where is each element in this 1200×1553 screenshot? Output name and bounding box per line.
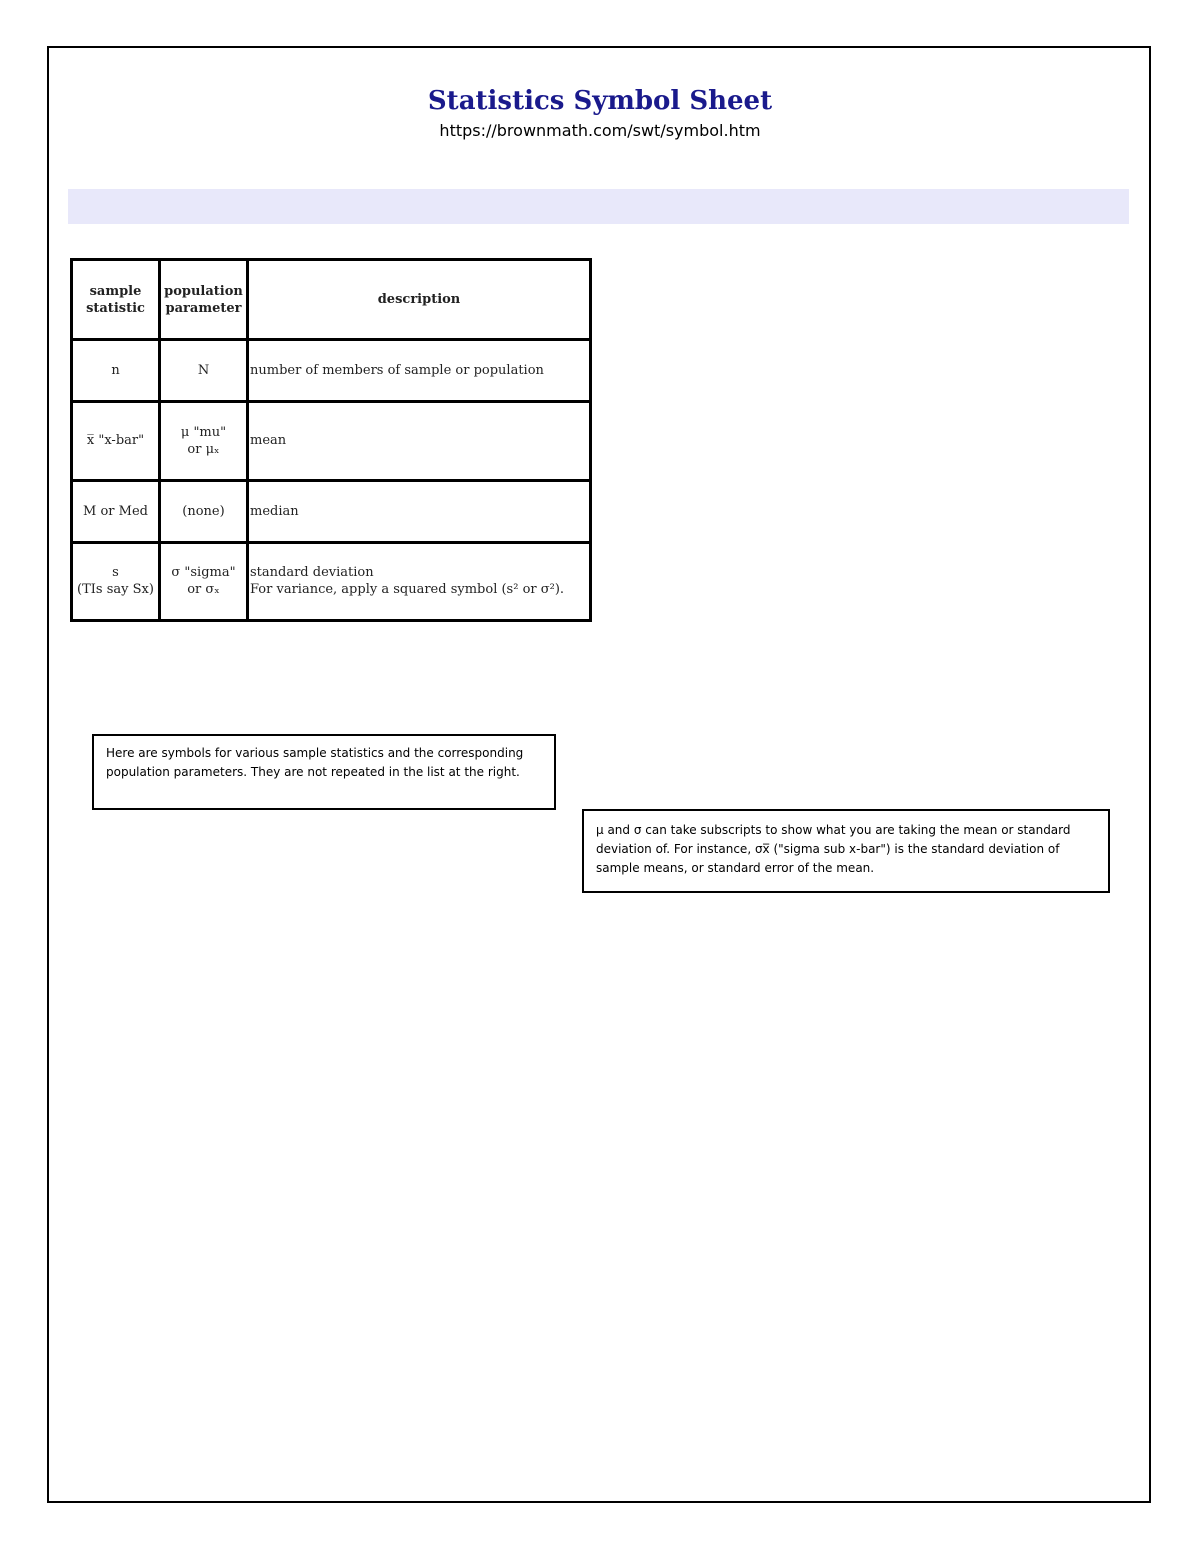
cell-line: number of members of sample or population bbox=[250, 363, 544, 379]
cell-line: σ "sigma" bbox=[171, 565, 236, 581]
header-description bbox=[248, 260, 591, 340]
sample-cell bbox=[72, 340, 160, 402]
cell-line: M or Med bbox=[83, 503, 148, 519]
cell-line: (TIs say Sx) bbox=[77, 582, 154, 598]
header-sample-statistic bbox=[72, 260, 160, 340]
description-cell bbox=[248, 340, 591, 402]
population-cell bbox=[160, 480, 248, 542]
note-sample-statistics: Here are symbols for various sample statistics and the corresponding population parameters. They are not repeated in the list at the right. bbox=[92, 734, 556, 810]
population-cell bbox=[160, 542, 248, 620]
document-title: Statistics Symbol Sheet bbox=[427, 86, 773, 116]
shaded-band bbox=[68, 189, 1129, 224]
cell-line: s bbox=[112, 565, 119, 581]
description-cell bbox=[248, 402, 591, 480]
cell-line: or μₓ bbox=[187, 441, 220, 457]
header-line: population bbox=[164, 283, 243, 299]
table-row bbox=[72, 542, 591, 620]
sample-cell bbox=[72, 480, 160, 542]
header-line: statistic bbox=[86, 300, 145, 316]
population-cell bbox=[160, 402, 248, 480]
cell-line: standard deviation bbox=[250, 565, 374, 581]
description-cell bbox=[248, 542, 591, 620]
header-population-parameter bbox=[160, 260, 248, 340]
cell-line: μ "mu" bbox=[180, 424, 227, 440]
document-url[interactable]: https://brownmath.com/swt/symbol.htm bbox=[439, 121, 761, 140]
symbols-table bbox=[70, 258, 592, 622]
header-line: parameter bbox=[165, 300, 242, 316]
table-header-row bbox=[72, 260, 591, 340]
cell-line: (none) bbox=[182, 503, 225, 519]
cell-line: x̅ "x-bar" bbox=[86, 433, 145, 449]
header-line: description bbox=[377, 292, 461, 308]
description-cell bbox=[248, 480, 591, 542]
cell-line: n bbox=[111, 363, 120, 379]
table-row bbox=[72, 402, 591, 480]
sample-cell bbox=[72, 402, 160, 480]
sample-cell bbox=[72, 542, 160, 620]
cell-line: median bbox=[250, 503, 299, 519]
table-row bbox=[72, 340, 591, 402]
population-cell bbox=[160, 340, 248, 402]
cell-line: For variance, apply a squared symbol (s² or σ²). bbox=[250, 582, 565, 598]
header-line: sample bbox=[89, 283, 142, 299]
cell-line: or σₓ bbox=[187, 582, 220, 598]
table-row bbox=[72, 480, 591, 542]
cell-line: N bbox=[197, 363, 210, 379]
note-subscripts: μ and σ can take subscripts to show what you are taking the mean or standard deviation of. For instance, σx̅ ("sigma sub x-bar") is the standard deviation of sample means, or standard error of the mean. bbox=[582, 809, 1110, 893]
cell-line: mean bbox=[250, 433, 287, 449]
